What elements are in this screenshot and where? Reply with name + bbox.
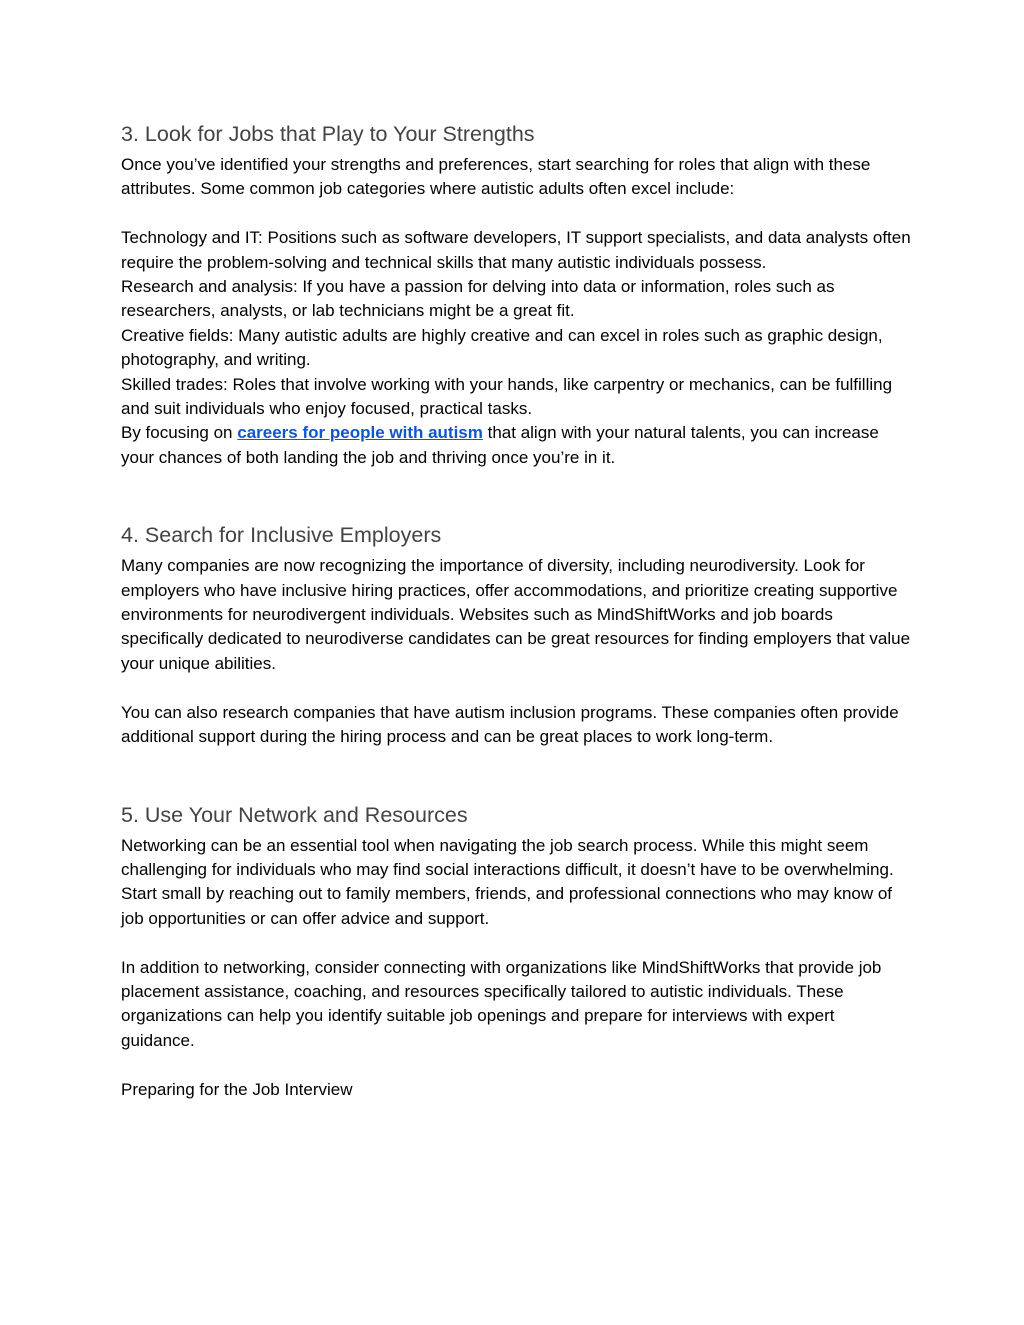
list-item-creative: Creative fields: Many autistic adults are highly creative and can excel in roles such as graphic design, photography, and writing. (121, 325, 883, 370)
section-3-heading: 3. Look for Jobs that Play to Your Strengths (121, 122, 535, 146)
section-5-paragraph-2: In addition to networking, consider connecting with organizations like MindShiftWorks that provide job placement assistance, coaching, and resources specifically tailored to autistic individuals. These organizations can help you identify suitable job openings and prepare for interviews with expert guidance. (121, 957, 882, 1050)
section-3-intro: Once you’ve identified your strengths and preferences, start searching for roles that align with these attributes. Some common job categories where autistic adults often excel include: (121, 155, 871, 199)
list-item-research: Research and analysis: If you have a passion for delving into data or information, roles such as researchers, analysts, or lab technicians might be a great fit. (121, 277, 835, 321)
careers-link[interactable]: careers for people with autism (237, 423, 483, 443)
section-3-closing (121, 421, 911, 470)
closing-text-before: By focusing on (121, 423, 238, 443)
section-4-paragraph-2: You can also research companies that have autism inclusion programs. These companies often provide additional support during the hiring process and can be great places to work long-term. (121, 702, 899, 747)
closing-text-after: that align with your natural talents, you can increase your chances of both landing the job and thriving once you’re in it. (121, 423, 879, 467)
list-item-technology: Technology and IT: Positions such as software developers, IT support specialists, and data analysts often require the problem-solving and technical skills that many autistic individuals possess. (121, 228, 911, 272)
section-4-paragraph-1: Many companies are now recognizing the importance of diversity, including neurodiversity. Look for employers who have inclusive hiring practices, offer accommodations, and prioritize creating supportive environments for neurodivergent individuals. Websites such as MindShiftWorks and job boards specifically dedicated to neurodiverse candidates can be great resources for finding employers that value your unique abilities. (121, 556, 911, 673)
document-page (121, 119, 911, 1102)
section-5-paragraph-1: Networking can be an essential tool when navigating the job search process. While this might seem challenging for individuals who may find social interactions difficult, it doesn’t have to be overwhelming. Start small by reaching out to family members, friends, and professional connections who may know of job opportunities or can offer advice and support. (121, 835, 894, 928)
section-4-heading: 4. Search for Inclusive Employers (121, 523, 442, 548)
section-5-paragraph-3: Preparing for the Job Interview (121, 1079, 353, 1099)
list-item-skilled-trades: Skilled trades: Roles that involve working with your hands, like carpentry or mechanics, can be fulfilling and suit individuals who enjoy focused, practical tasks. (121, 374, 893, 419)
section-5-heading: 5. Use Your Network and Resources (121, 802, 468, 827)
